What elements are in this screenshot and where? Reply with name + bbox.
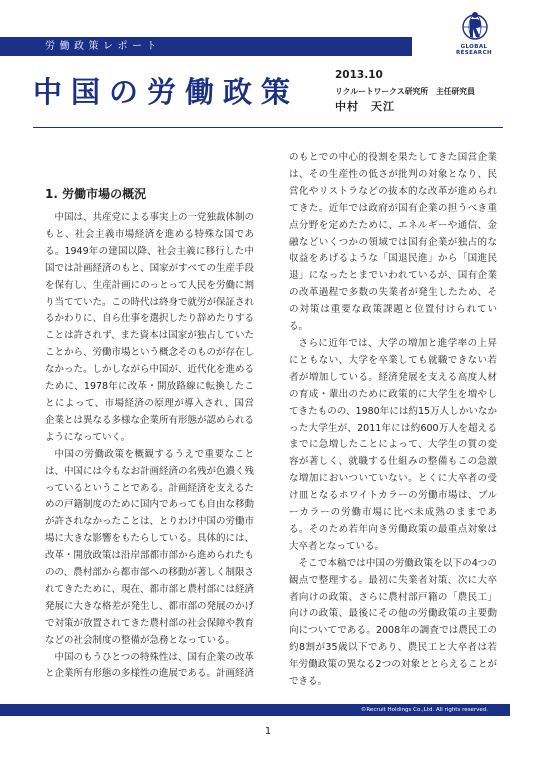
paragraph: 中国のもうひとつの特殊性は、国有企業の改革と企業所有形態の多様性の進展である。計画経済 [45,651,255,680]
paragraph: さらに近年では、大学の増加と進学率の上昇にともない、大学を卒業しても就職できない若者が増加している。経済発展を支える高度人材の育成・輩出のために政策的に大学生を増やしてきたものの、1980年には約15万人しかいなかった大学生が、2011年には約600万人を超えるまでに急増したことによって、大学生の質の変容が著しく、就職する仕組みの整備もこの急激な増加においついていない。とくに大卒者の受け皿となるホワイトカラーの労働市場は、ブルーカラーの労働市場に比べ未成熟のままである。そのため若年向き労働政策の最重点対象は大卒者となっている。 [289,337,497,552]
page-title: 中国の労働政策 [33,75,300,109]
page-number: 1 [264,726,272,737]
left-column [45,210,254,683]
paragraph: そこで本稿では中国の労働政策を以下の4つの観点で整理する。最初に失業者対策、次に大卒者向けの政策、さらに農村部戸籍の「農民工」向けの政策、最後にその他の労働政策の主要動向についてである。2008年の調査では農民工の約8割が35歳以下であり、農民工と大卒者は若年労働政策の異なる2つの対象ととらえることができる。 [289,557,497,688]
report-series-label: 労働政策レポート [45,41,161,52]
paragraph: 中国の労働政策を概観するうえで重要なことは、中国には今もなお計画経済の名残が色濃く残っているということである。計画経済を支えるための戸籍制度のために国内であっても自由な移動が許されなかったことは、とりわけ中国の労働市場に大きな影響をもたらしている。具体的には、改革・開放政策は沿岸部都市部から進められたものの、農村部から都市部への移動が著しく制限されてきたために、現在、都市部と農村部には経済発展に大きな格差が発生し、都市部の発展のかげで対策が放置されてきた農村部の社会保障や教育などの社会制度の整備が急務となっている。 [45,448,255,646]
title-divider [33,127,503,128]
paragraph: のもとでの中心的役割を果たしてきた国営企業は、その生産性の低さが批判の対象となり、民営化やリストラなどの抜本的な改革が進められてきた。近年では政府が国有企業の担うべき重点分野を定めたために、エネルギーや通信、金融などいくつかの領域では国有企業が独占的な収益をあげるような「国退民進」から「国進民退」になったとまでいわれているが、国有企業の改革過程で多数の失業者が発生したため、その対策は重要な政策課題と位置付けられている。 [289,152,497,333]
copyright-notice: ©Recruit Holdings Co.,Ltd. All rights reserved. [360,707,488,713]
author-affiliation: リクルートワークス研究所 主任研究員 [335,87,475,96]
author-name: 中村 天江 [335,100,395,113]
section-heading: 1. 労働市場の概況 [45,187,147,201]
logo-text: GLOBAL RESEARCH [455,44,493,56]
report-date: 2013.10 [335,69,383,81]
paragraph: 中国は、共産党による事実上の一党独裁体制のもと、社会主義市場経済を進める特殊な国である。1949年の建国以降、社会主義に移行した中国では計画経済のもと、国家がすべての生産手段を保有し、生産計画にのっとって人民を労働に割り当てていた。この時代は終身で就労が保証されるかわりに、自ら仕事を選択したり辞めたりすることは許されず、また資本は国家が独占していたことから、労働市場という概念そのものが存在しなかった。しかしながら中国が、近代化を進めるために、1978年に改革・開放路線に転換したことによって、市場経済の原理が導入され、国営企業とは異なる多様な企業所有形態が認められるようになっていく。 [45,212,255,443]
right-column [289,150,497,691]
